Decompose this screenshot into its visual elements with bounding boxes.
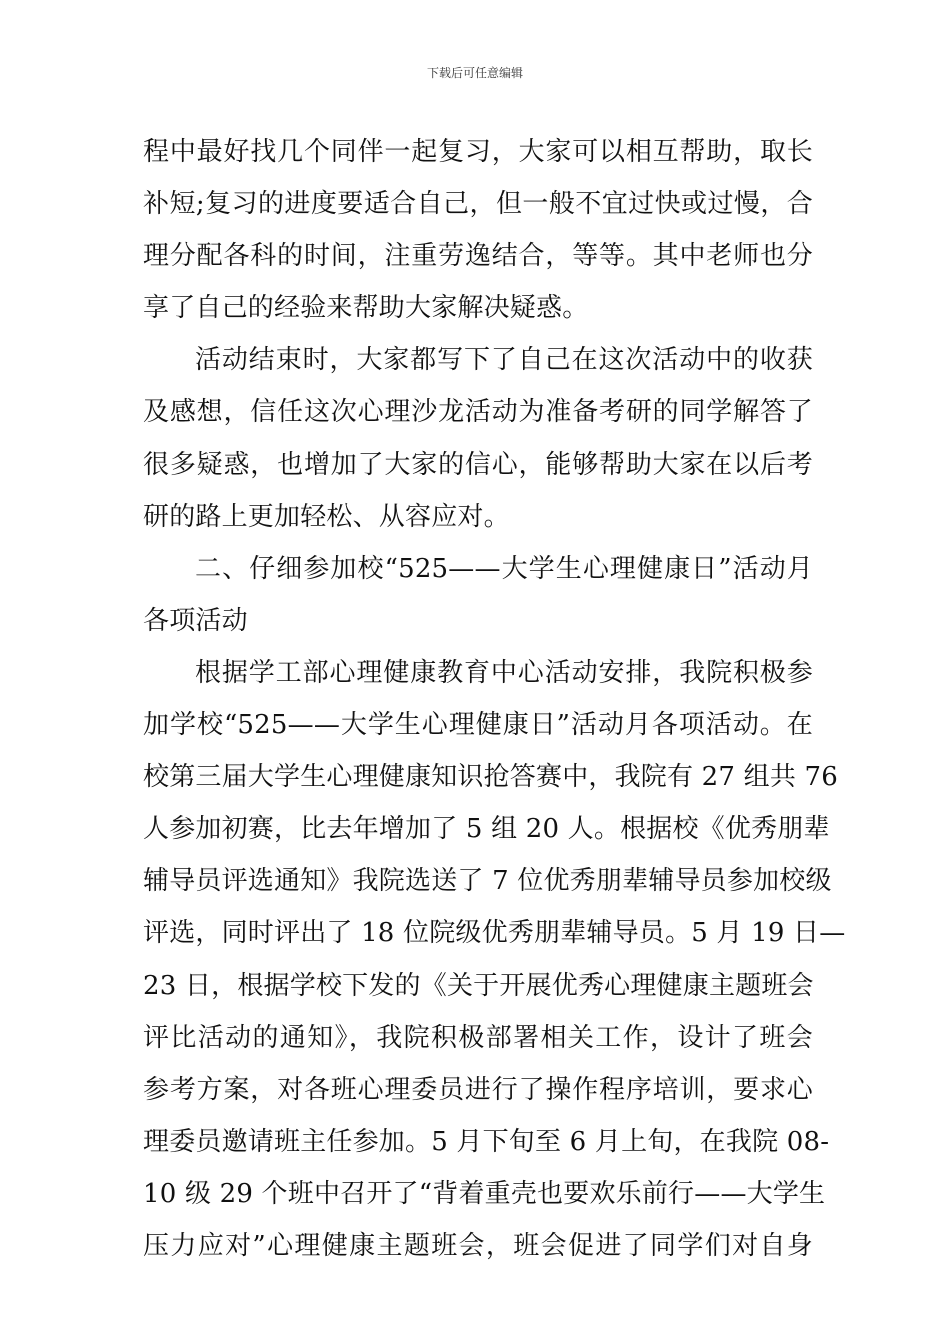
text-line: 各项活动 xyxy=(143,605,248,636)
page-header: 下载后可任意编辑 xyxy=(426,66,523,80)
text-line: 理分配各科的时间，注重劳逸结合，等等。其中老师也分 xyxy=(143,241,813,272)
text-line: 23 日，根据学校下发的《关于开展优秀心理健康主题班会 xyxy=(143,970,814,1001)
document-body xyxy=(143,126,846,1272)
paragraph xyxy=(143,647,846,1272)
text-line: 压力应对”心理健康主题班会，班会促进了同学们对自身 xyxy=(143,1230,813,1261)
text-line: 程中最好找几个同伴一起复习，大家可以相互帮助，取长 xyxy=(143,137,813,167)
text-line: 10 级 29 个班中召开了“背着重壳也要欢乐前行——大学生 xyxy=(143,1178,826,1209)
text-line: 校第三届大学生心理健康知识抢答赛中，我院有 27 组共 76 xyxy=(143,762,838,793)
text-line: 补短;复习的进度要适合自己，但一般不宜过快或过慢，合 xyxy=(143,189,813,220)
text-line: 研的路上更加轻松、从容应对。 xyxy=(143,501,510,532)
text-line: 辅导员评选通知》我院选送了 7 位优秀朋辈辅导员参加校级 xyxy=(143,866,832,897)
text-line: 评选，同时评出了 18 位院级优秀朋辈辅导员。5 月 19 日— xyxy=(143,918,846,949)
text-line: 及感想，信任这次心理沙龙活动为准备考研的同学解答了 xyxy=(143,397,813,428)
section-heading xyxy=(143,543,813,647)
paragraph xyxy=(143,126,813,334)
text-line: 活动结束时，大家都写下了自己在这次活动中的收获 xyxy=(195,345,813,376)
paragraph xyxy=(143,334,813,542)
text-line: 加学校“525——大学生心理健康日”活动月各项活动。在 xyxy=(143,710,813,741)
text-line: 根据学工部心理健康教育中心活动安排，我院积极参 xyxy=(195,657,813,688)
text-line: 很多疑惑，也增加了大家的信心，能够帮助大家在以后考 xyxy=(143,449,813,480)
text-line: 二、仔细参加校“525——大学生心理健康日”活动月 xyxy=(195,553,813,584)
text-line: 评比活动的通知》，我院积极部署相关工作，设计了班会 xyxy=(143,1022,813,1053)
text-line: 参考方案，对各班心理委员进行了操作程序培训，要求心 xyxy=(143,1074,813,1105)
text-line: 享了自己的经验来帮助大家解决疑惑。 xyxy=(143,293,589,324)
text-line: 人参加初赛，比去年增加了 5 组 20 人。根据校《优秀朋辈 xyxy=(143,814,830,845)
text-line: 理委员邀请班主任参加。5 月下旬至 6 月上旬，在我院 08- xyxy=(143,1126,830,1157)
